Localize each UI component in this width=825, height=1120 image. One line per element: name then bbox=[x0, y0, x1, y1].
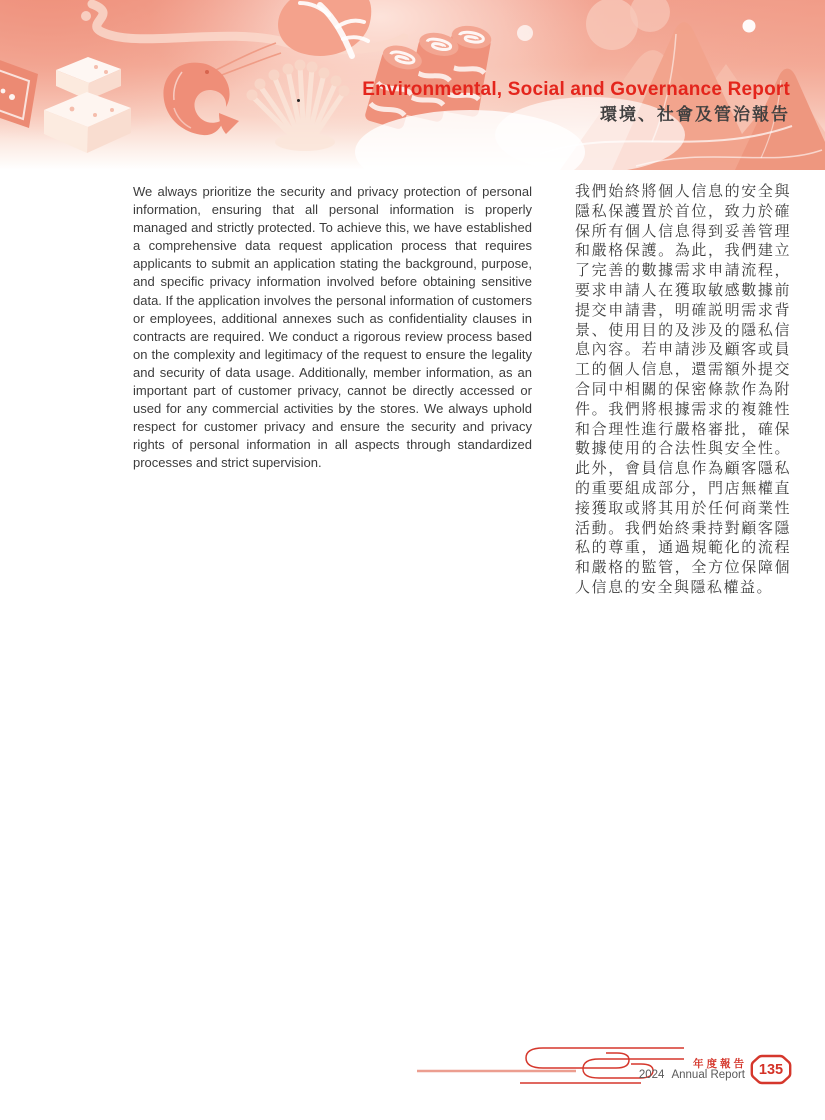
tofu-cubes-icon bbox=[44, 57, 131, 153]
page-title-english: Environmental, Social and Governance Report bbox=[362, 79, 790, 100]
english-paragraph: We always prioritize the security and privacy protection of personal information, ensuring that all personal information is properly managed and strictly protected. To achieve this, we have established a comprehensive data request application process that requires applicants to submit an application stating the background, purpose, and specific privacy information involved before obtaining sensitive data. If the application involves the personal information of customers or employees, additional annexes such as confidentiality clauses in contracts are required. We conduct a rigorous review process based on the complexity and legitimacy of the request to ensure the legality and security of data usage. Additionally, member information, as an important part of customer privacy, cannot be directly accessed or used for any commercial activities by the stores. We always uphold respect for customer privacy and ensure the security and privacy rights of personal information in all aspects through standardized processes and strict supervision. bbox=[133, 184, 532, 471]
page-title-block bbox=[362, 79, 790, 126]
footer-report-title-en bbox=[639, 1069, 745, 1081]
chinese-paragraph: 我們始終將個人信息的安全與隱私保護置於首位，致力於確保所有個人信息得到妥善管理和嚴格保護。為此，我們建立了完善的數據需求申請流程，要求申請人在獲取敏感數據前提交申請書，明確説明需求背景、使用目的及涉及的隱私信息內容。若申請涉及顧客或員工的個人信息，還需額外提交合同中相關的保密條款作為附件。我們將根據需求的複雜性和合理性進行嚴格審批，確保數據使用的合法性與安全性。此外，會員信息作為顧客隱私的重要組成部分，門店無權直接獲取或將其用於任何商業性活動。我們始終秉持對顧客隱私的尊重，通過規範化的流程和嚴格的監管，全方位保障個人信息的安全與隱私權益。 bbox=[575, 183, 791, 596]
moon-icon bbox=[743, 20, 756, 33]
footer-cloud-motif-icon bbox=[413, 1042, 703, 1094]
page-number: 135 bbox=[758, 1061, 784, 1078]
header-illustration-band bbox=[0, 0, 825, 170]
footer-year: 2024 bbox=[638, 1069, 665, 1081]
footer-annual-report-label: Annual Report bbox=[671, 1069, 745, 1081]
plate-icon bbox=[0, 58, 38, 128]
page-number-badge bbox=[750, 1054, 792, 1085]
page-title-chinese: 環境、社會及管治報告 bbox=[600, 105, 790, 124]
stray-dot bbox=[297, 99, 300, 102]
footer-report-title-zh: 年度報告 bbox=[693, 1058, 747, 1070]
enoki-mushrooms-icon bbox=[247, 60, 350, 152]
